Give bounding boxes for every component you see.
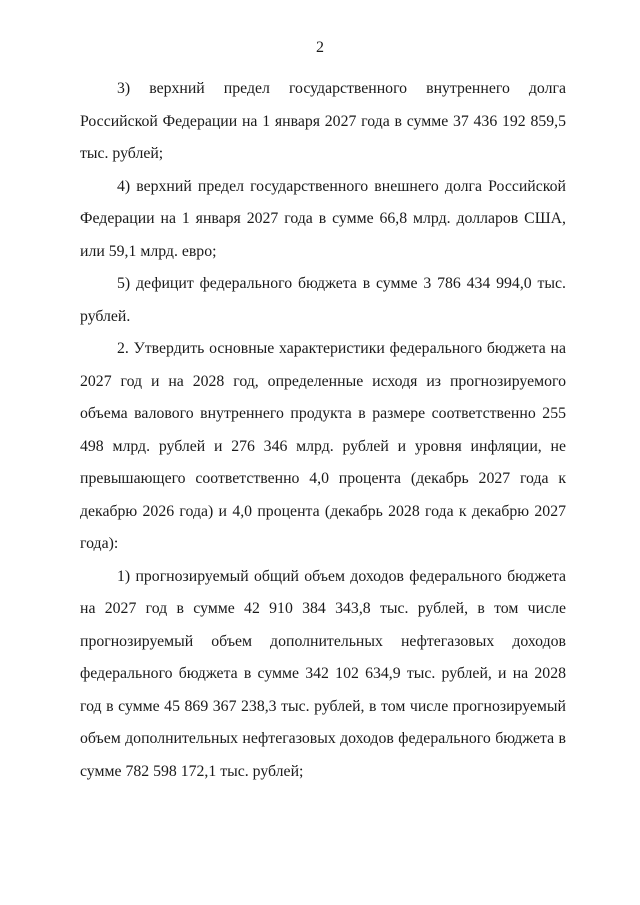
paragraph-external-debt-limit: 4) верхний предел государственного внешнего долга Российской Федерации на 1 января 2027 года в сумме 66,8 млрд. долларов США, или 59,1 млрд. евро; (80, 177, 566, 260)
paragraph-budget-characteristics-2027-2028: 2. Утвердить основные характеристики федерального бюджета на 2027 год и на 2028 год, определенные исходя из прогнозируемого объема валового внутреннего продукта в размере соответственно 255 498 млрд. рублей и 276 346 млрд. рублей и уровня инфляции, не превышающего соответственно 4,0 процента (декабрь 2027 года к декабрю 2026 года) и 4,0 процента (декабрь 2028 года к декабрю 2027 года): (80, 340, 566, 552)
document-body (80, 73, 566, 788)
paragraph-budget-deficit: 5) дефицит федерального бюджета в сумме 3 786 434 994,0 тыс. рублей. (80, 275, 566, 325)
paragraph-internal-debt-limit: 3) верхний предел государственного внутреннего долга Российской Федерации на 1 января 2027 года в сумме 37 436 192 859,5 тыс. рублей; (80, 80, 566, 162)
paragraph-projected-revenues: 1) прогнозируемый общий объем доходов федерального бюджета на 2027 год в сумме 42 910 384 343,8 тыс. рублей, в том числе прогнозируемый объем дополнительных нефтегазовых доходов федерального бюджета в сумме 342 102 634,9 тыс. рублей, и на 2028 год в сумме 45 869 367 238,3 тыс. рублей, в том числе прогнозируемый объем дополнительных нефтегазовых доходов федерального бюджета в сумме 782 598 172,1 тыс. рублей; (80, 567, 566, 780)
page-number: 2 (316, 39, 324, 56)
